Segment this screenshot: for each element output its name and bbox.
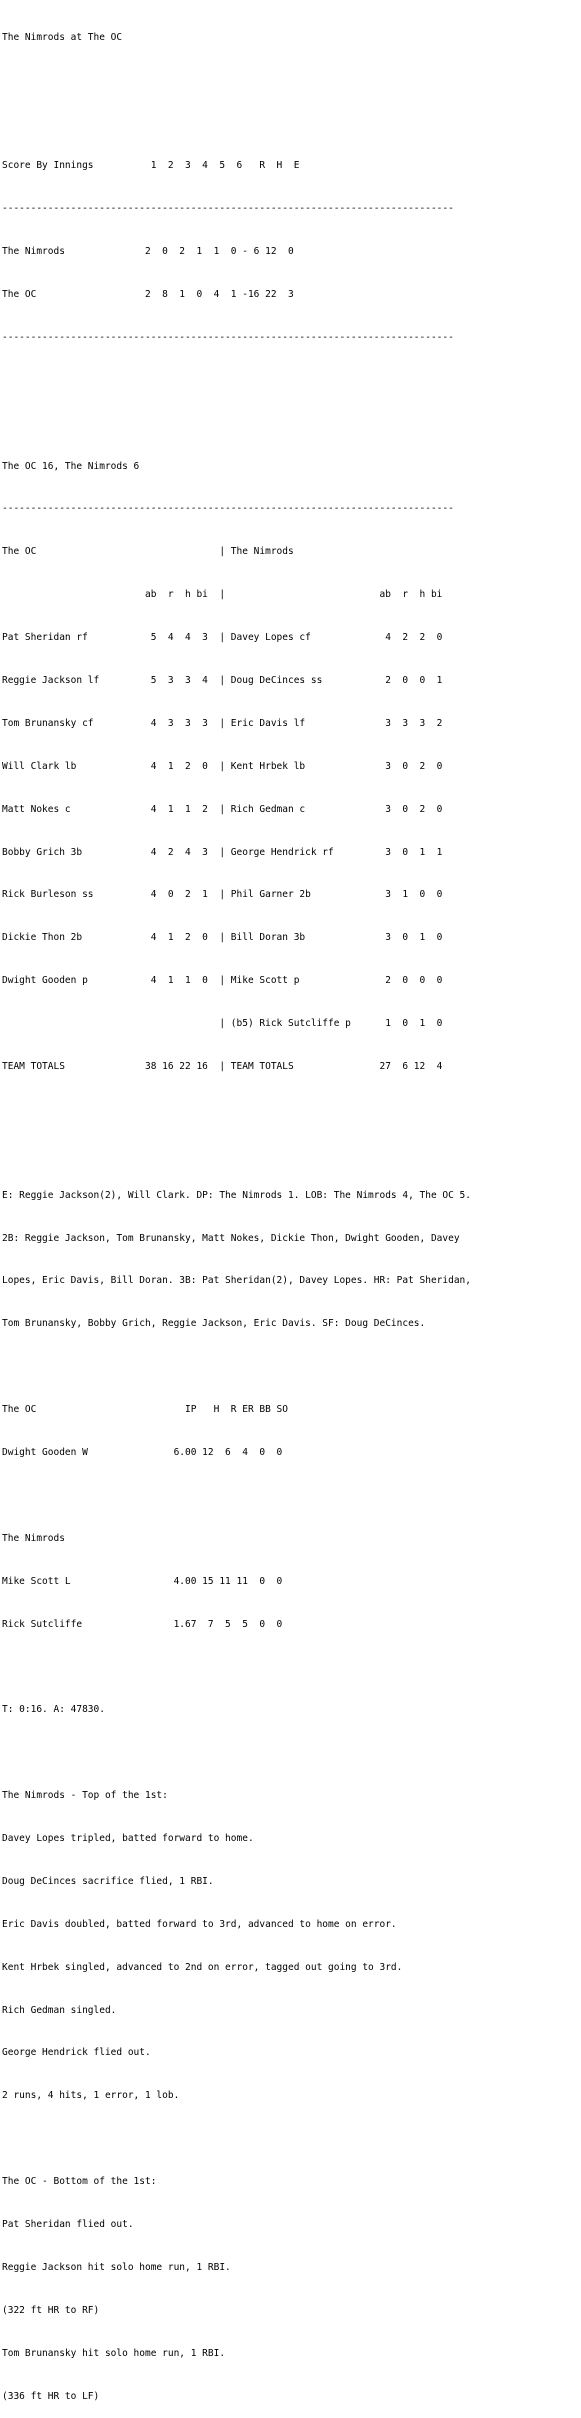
doc-line: Pat Sheridan flied out. bbox=[2, 2219, 134, 2231]
doc-line: Will Clark lb 4 1 2 0 | Kent Hrbek lb 3 0 2 0 bbox=[2, 760, 443, 772]
doc-line: | (b5) Rick Sutcliffe p 1 0 1 0 bbox=[2, 1018, 443, 1030]
doc-line bbox=[2, 1360, 581, 1374]
doc-line: 2 runs, 4 hits, 1 error, 1 lob. bbox=[2, 2090, 180, 2102]
doc-line: Rick Sutcliffe 1.67 7 5 5 0 0 bbox=[2, 1618, 283, 1630]
doc-line bbox=[2, 73, 581, 87]
doc-line: Tom Brunansky hit solo home run, 1 RBI. bbox=[2, 2347, 226, 2359]
doc-line: The OC IP H R ER BB SO bbox=[2, 1404, 288, 1416]
doc-line bbox=[2, 116, 581, 130]
doc-line: The OC 2 8 1 0 4 1 -16 22 3 bbox=[2, 288, 294, 300]
doc-line: The OC 16, The Nimrods 6 bbox=[2, 460, 140, 472]
doc-line: The OC - Bottom of the 1st: bbox=[2, 2176, 157, 2188]
doc-line: The Nimrods at The OC bbox=[2, 31, 123, 43]
doc-line: Reggie Jackson hit solo home run, 1 RBI. bbox=[2, 2261, 231, 2273]
doc-line: 2B: Reggie Jackson, Tom Brunansky, Matt Nokes, Dickie Thon, Dwight Gooden, Davey bbox=[2, 1232, 460, 1244]
doc-line: Davey Lopes tripled, batted forward to home. bbox=[2, 1833, 254, 1844]
doc-line: Pat Sheridan rf 5 4 4 3 | Davey Lopes cf 4 2 2 0 bbox=[2, 632, 443, 644]
doc-line: E: Reggie Jackson(2), Will Clark. DP: The Nimrods 1. LOB: The Nimrods 4, The OC 5. bbox=[2, 1189, 471, 1201]
doc-line: The OC | The Nimrods bbox=[2, 546, 294, 558]
doc-line: ------------------------------------------------------------------------------- bbox=[2, 503, 454, 515]
doc-line: ------------------------------------------------------------------------------- bbox=[2, 331, 454, 343]
doc-line bbox=[2, 1103, 581, 1117]
doc-line: (322 ft HR to RF) bbox=[2, 2304, 100, 2316]
doc-line bbox=[2, 1489, 581, 1503]
doc-line bbox=[2, 2132, 581, 2146]
doc-line: Tom Brunansky, Bobby Grich, Reggie Jackson, Eric Davis. SF: Doug DeCinces. bbox=[2, 1318, 426, 1330]
doc-line: George Hendrick flied out. bbox=[2, 2047, 151, 2059]
doc-line: (336 ft HR to LF) bbox=[2, 2390, 100, 2402]
doc-line: Eric Davis doubled, batted forward to 3rd, advanced to home on error. bbox=[2, 1918, 397, 1930]
doc-line: The Nimrods - Top of the 1st: bbox=[2, 1790, 168, 1802]
doc-line: Tom Brunansky cf 4 3 3 3 | Eric Davis lf 3 3 3 2 bbox=[2, 717, 443, 729]
doc-line: T: 0:16. A: 47830. bbox=[2, 1704, 105, 1716]
doc-line: Rick Burleson ss 4 0 2 1 | Phil Garner 2b 3 1 0 0 bbox=[2, 889, 443, 901]
doc-line: TEAM TOTALS 38 16 22 16 | TEAM TOTALS 27 6 12 4 bbox=[2, 1060, 443, 1072]
doc-line: Dickie Thon 2b 4 1 2 0 | Bill Doran 3b 3 0 1 0 bbox=[2, 932, 443, 944]
doc-line: Rich Gedman singled. bbox=[2, 2004, 117, 2016]
doc-line: Kent Hrbek singled, advanced to 2nd on error, tagged out going to 3rd. bbox=[2, 1961, 403, 1973]
doc-line: Reggie Jackson lf 5 3 3 4 | Doug DeCinces ss 2 0 0 1 bbox=[2, 674, 443, 686]
doc-line: Matt Nokes c 4 1 1 2 | Rich Gedman c 3 0 2 0 bbox=[2, 803, 443, 815]
doc-line: Dwight Gooden p 4 1 1 0 | Mike Scott p 2 0 0 0 bbox=[2, 975, 443, 987]
doc-line: Mike Scott L 4.00 15 11 11 0 0 bbox=[2, 1575, 283, 1587]
doc-line: Bobby Grich 3b 4 2 4 3 | George Hendrick rf 3 0 1 1 bbox=[2, 846, 443, 858]
doc-line bbox=[2, 1746, 581, 1760]
doc-line: ------------------------------------------------------------------------------- bbox=[2, 203, 454, 215]
doc-line: Doug DeCinces sacrifice flied, 1 RBI. bbox=[2, 1875, 214, 1887]
doc-line: Dwight Gooden W 6.00 12 6 4 0 0 bbox=[2, 1446, 283, 1458]
doc-line: The Nimrods bbox=[2, 1532, 65, 1544]
doc-line: ab r h bi | ab r h bi bbox=[2, 589, 443, 601]
doc-line: Lopes, Eric Davis, Bill Doran. 3B: Pat Sheridan(2), Davey Lopes. HR: Pat Sheridan, bbox=[2, 1275, 471, 1287]
doc-line bbox=[2, 417, 581, 431]
doc-line bbox=[2, 1146, 581, 1160]
doc-line: The Nimrods 2 0 2 1 1 0 - 6 12 0 bbox=[2, 246, 294, 258]
doc-line: Score By Innings 1 2 3 4 5 6 R H E bbox=[2, 160, 300, 172]
doc-line bbox=[2, 1660, 581, 1674]
doc-line bbox=[2, 374, 581, 388]
